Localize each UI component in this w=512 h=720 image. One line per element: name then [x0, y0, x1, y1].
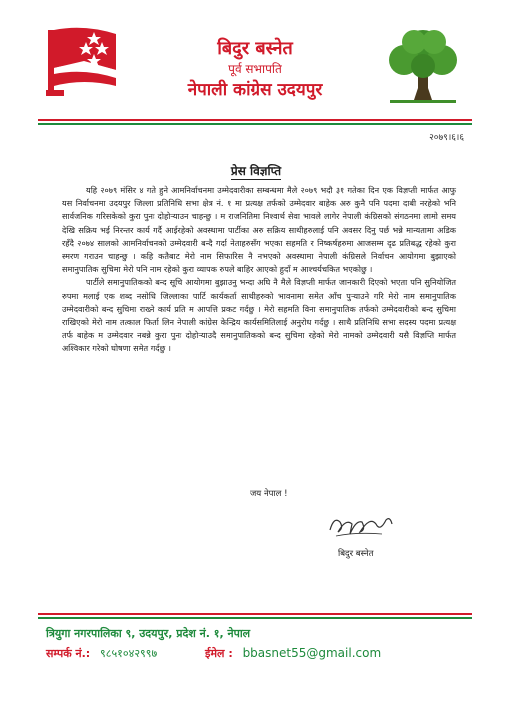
header-rule-green [38, 123, 472, 125]
tree-icon [384, 28, 462, 106]
footer-contact [46, 646, 381, 661]
signer-name: बिदुर बस्नेत [338, 549, 374, 559]
letterhead-role: पूर्व सभापति [228, 62, 282, 76]
header-rule-red [38, 119, 472, 121]
footer-rule-green [38, 617, 472, 619]
contact-label: सम्पर्क नं.: [46, 647, 91, 660]
document-title [0, 160, 512, 179]
contact-phone: ९८५१०४२९९७ [100, 647, 158, 660]
email-label: ईमेल : [205, 647, 233, 660]
signature-image [326, 512, 396, 538]
footer-address: त्रियुगा नगरपालिका ९, उदयपुर, प्रदेश नं. १, नेपाल [46, 627, 251, 640]
body-paragraph-2: पार्टीले समानुपातिकको बन्द सूचि आयोगमा बुझाउनु भन्दा अघि नै मैले विज्ञप्ती मार्फत जानकारी दिएको भएता पनि सुनियोजित रुपमा मलाई एक शब्द नसोधि जिल्लाका पार्टि कार्यकर्ता साथीहरुको भावनामा समेत आँच पुऱ्याउने गरि मेरो नाम समानुपातिक उम्मेदवारीको बन्द सुचिमा राख्ने कार्य प्रति म आपत्ति प्रकट गर्दछु । मेरो सहमति विना समानुपातिक तर्फको उम्मेदवारीको बन्द सुचिमा राखिएको मेरो नाम तत्काल फिर्ता लिन नेपाली कांग्रेस केन्द्रिय कार्यसमितिलाई अनुरोध गर्दछु । साथै प्रतिनिधि सभा सदस्य पदमा प्रत्यक्ष तर्फ बाहेक म उम्मेदवार नबन्ने कुरा पुनः दोहोऱ्याउदै समानुपातिकको बन्द सुचिमा रहेको मेरो नामको उम्मेदवारी यसै विज्ञप्ति मार्फत अश्विकार गरेको घोषणा समेत गर्दछु । [62, 277, 456, 354]
nepali-congress-flag-icon [44, 24, 122, 98]
footer-rule-red [38, 613, 472, 615]
letterhead-name: बिदुर बस्नेत [217, 38, 293, 59]
body-paragraph-1: यहि २०७९ मंसिर ४ गते हुने आमनिर्वाचनमा उम्मेदवारीका सम्बन्धमा मैले २०७९ भदौ ३१ गतेका दिन एक विज्ञप्ती मार्फत आफु यस निर्वाचनमा उदयपुर जिल्ला प्रतिनिधि सभा क्षेत्र नं. १ मा प्रत्यक्ष तर्फको उम्मेदवार बाहेक अरु कुनै पनि पदमा दाबी नरहेको भनि सार्वजनिक गरिसकेको कुरा पुनः दोहोऱ्याउन चाहन्छु । म राजनितिमा निश्वार्थ सेवा भावले लागेर नेपाली कंग्रिसको संगठनमा लामो समय देखि सक्रिय भई निरन्तर कार्य गर्दै आईरहेको अवस्थामा पार्टीका अरु सक्रिय साथीहरुलाई पनि अवसर दिनु पर्छ भन्ने मान्यतामा अडिक रहँदै २०७४ सालको आमनिर्वाचनको उम्मेदवारी बन्दै गर्दा नेताहरुसँग भएका सहमति र निष्कर्षहरुमा आजसम्म दृढ प्रतिबद्ध रहेको कुरा स्मरण गराउन चाहन्छु । कहि कतैबाट मेरो नाम सिफारिस नै नभएको अवस्थामा नेपाली कंग्रिसले निर्वाचन आयोगमा बुझाएको समानुपातिक सुचिमा मेरो पनि नाम रहेको कुरा व्यापक रुपले बाहिर आएको हुदाँ म आश्चर्यचकित भएकोछु । [62, 185, 456, 275]
document-body [62, 184, 456, 356]
contact-email: bbasnet55@gmail.com [242, 646, 382, 660]
closing-salutation: जय नेपाल ! [250, 489, 288, 499]
letterhead-text [130, 38, 380, 102]
letterhead-org: नेपाली कांग्रेस उदयपुर [187, 80, 323, 100]
document-title-text: प्रेस विज्ञप्ति [230, 164, 282, 178]
letterhead [0, 0, 512, 130]
document-date: २०७९।६।६ [429, 133, 464, 143]
